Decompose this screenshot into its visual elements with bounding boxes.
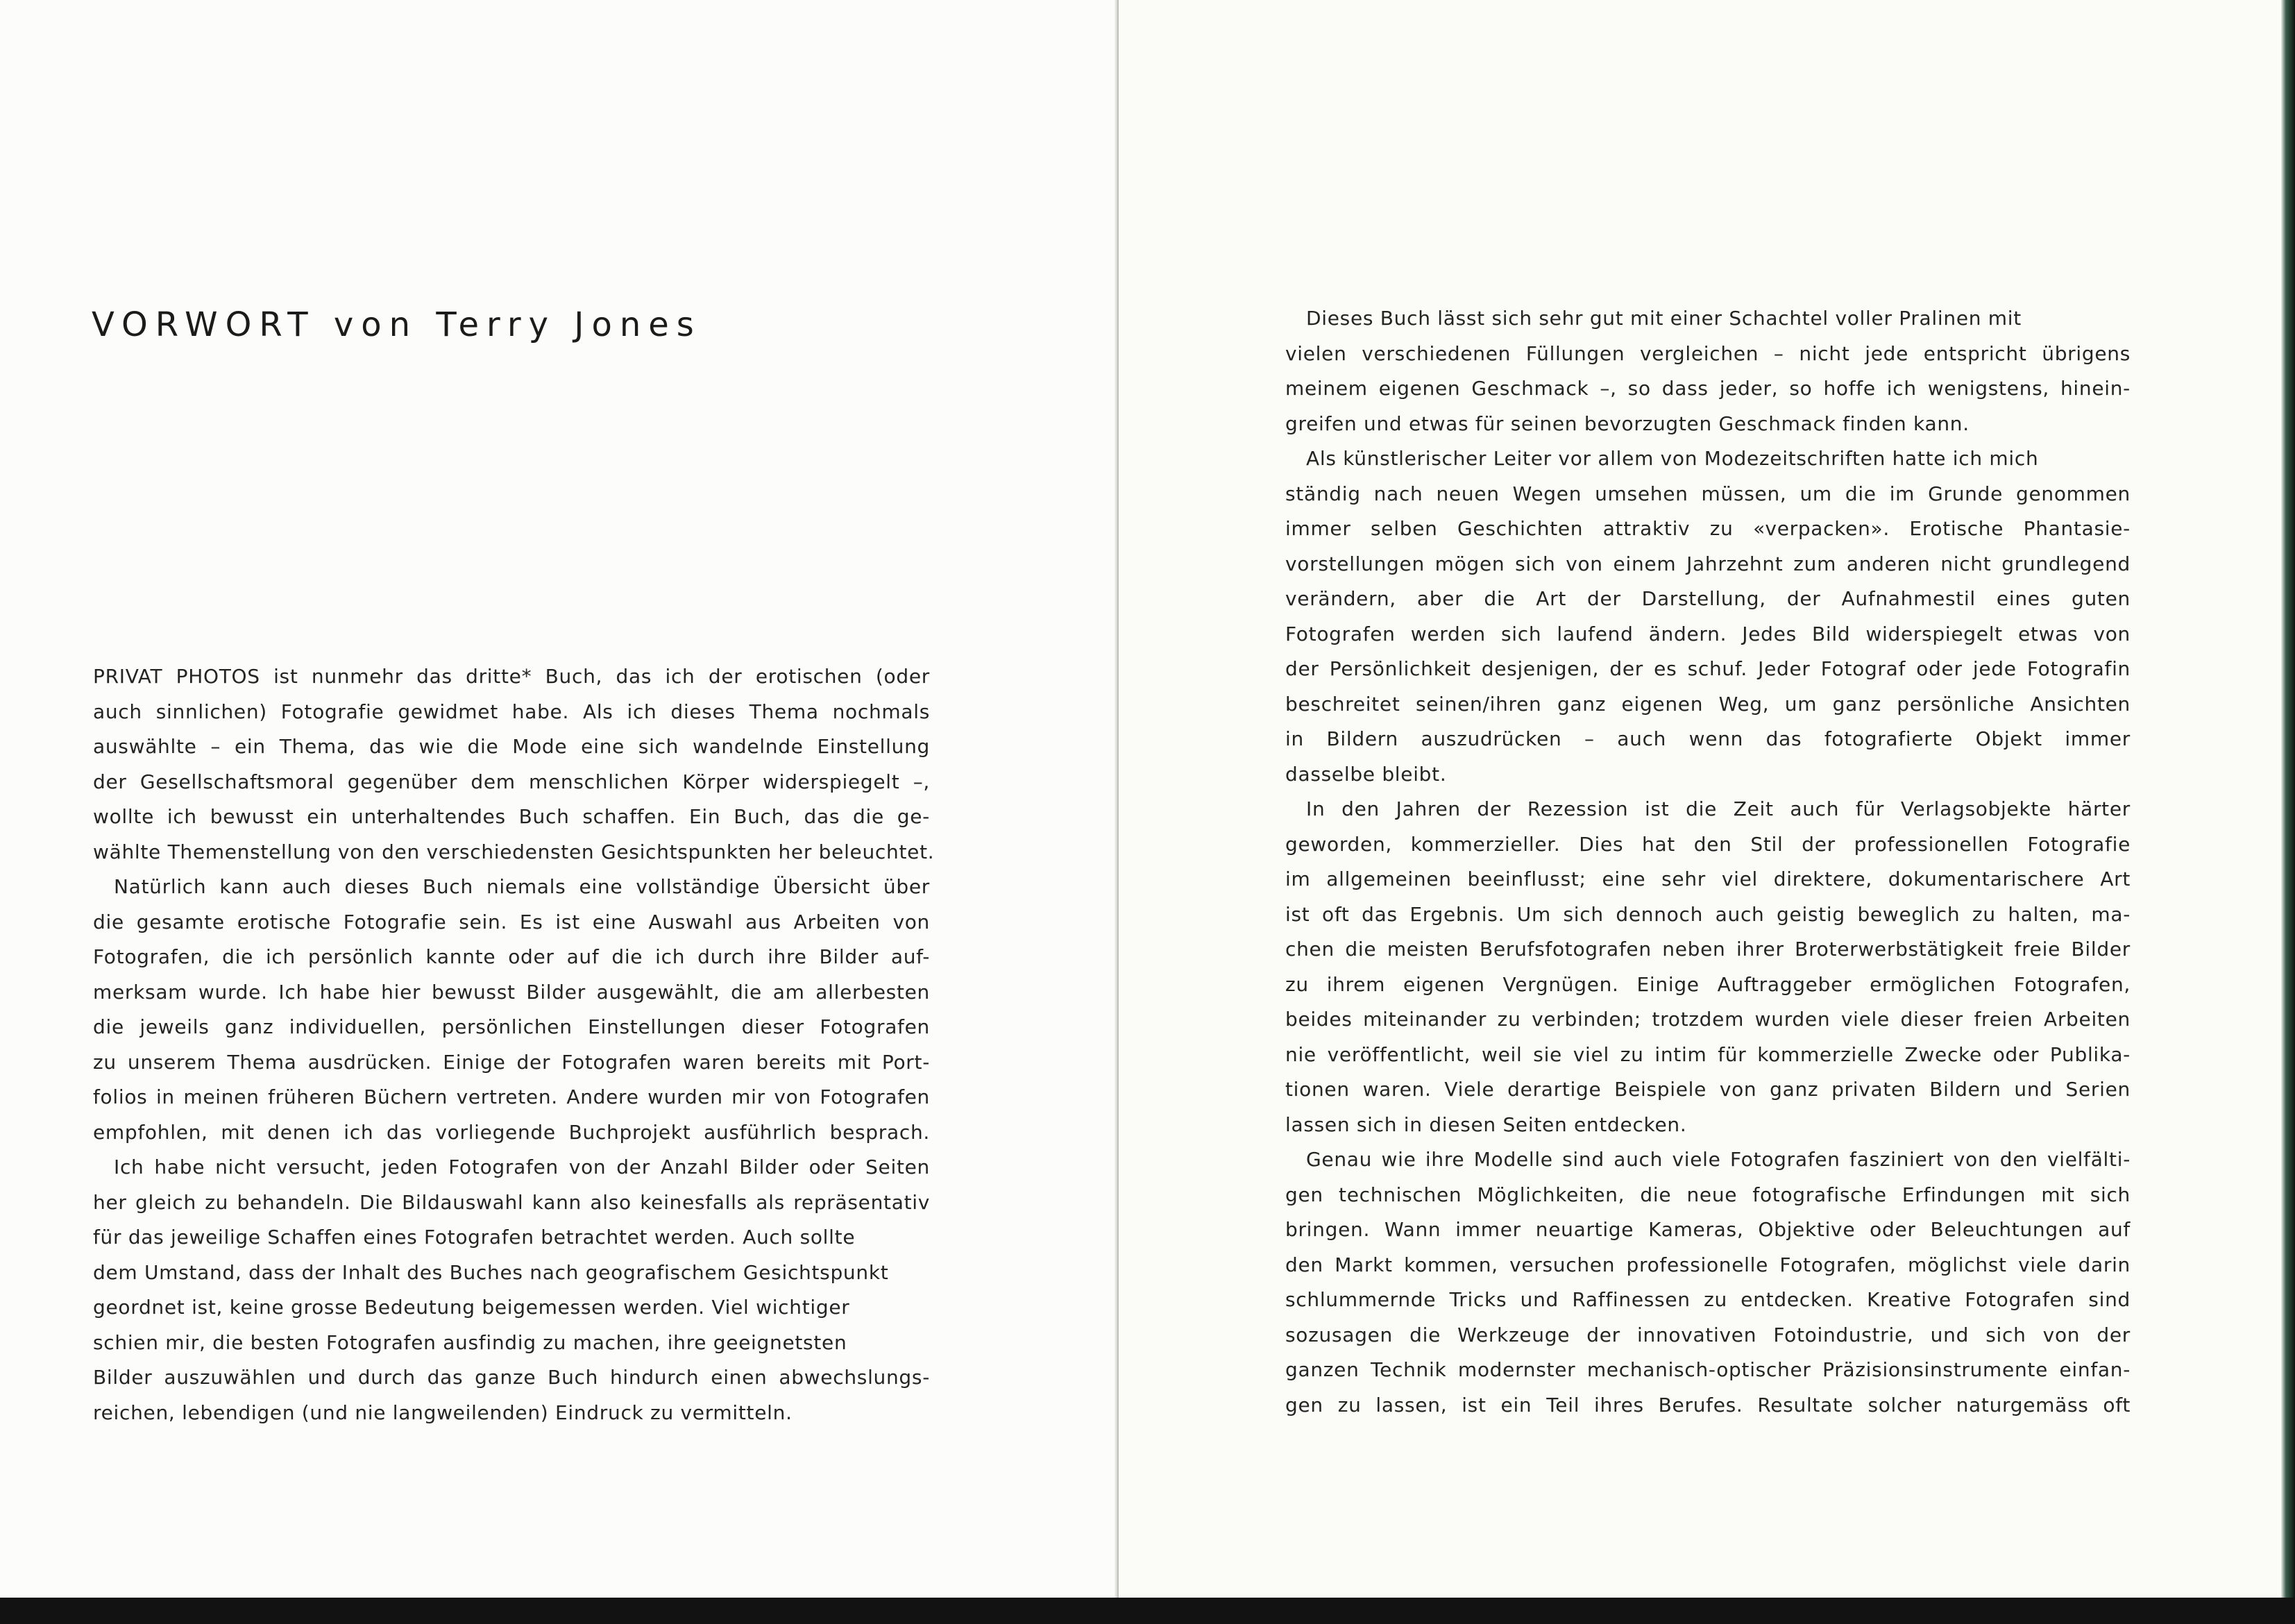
paragraph: [1285, 441, 2131, 792]
text-line: meinem eigenen Geschmack –, so dass jeder, so hoffe ich wenigstens, hinein-: [1285, 377, 2131, 400]
text-line: Bilder auszuwählen und durch das ganze Buch hindurch einen abwechslungs-: [93, 1366, 930, 1389]
text-line: den Markt kommen, versuchen professionelle Fotografen, möglichst viele darin: [1285, 1253, 2131, 1276]
text-line: gen zu lassen, ist ein Teil ihres Berufes. Resultate solcher naturgemäss oft: [1285, 1393, 2131, 1416]
text-line: wollte ich bewusst ein unterhaltendes Buch schaffen. Ein Buch, das die ge-: [93, 805, 930, 828]
text-line: vielen verschiedenen Füllungen vergleichen – nicht jede entspricht übrigens: [1285, 341, 2131, 365]
right-page: [1119, 0, 2281, 1598]
text-line: merksam wurde. Ich habe hier bewusst Bilder ausgewählt, die am allerbesten: [93, 980, 930, 1004]
paragraph: [1285, 301, 2131, 441]
text-line: empfohlen, mit denen ich das vorliegende Buchprojekt ausführlich besprach.: [93, 1120, 930, 1144]
text-line: chen die meisten Berufsfotografen neben ihrer Broterwerbstätigkeit freie Bilder: [1285, 938, 2131, 961]
foreword-heading: VORWORT von Terry Jones: [92, 305, 702, 344]
scan-bottom-border: [0, 1598, 2295, 1624]
text-line: her gleich zu behandeln. Die Bildauswahl kann also keinesfalls als repräsentativ: [93, 1190, 930, 1214]
paragraph: [1285, 792, 2131, 1142]
text-line: Fotografen, die ich persönlich kannte oder auf die ich durch ihre Bilder auf-: [93, 945, 930, 968]
text-line: gen technischen Möglichkeiten, die neue fotografische Erfindungen mit sich: [1285, 1183, 2131, 1206]
right-page-body: [1285, 301, 2131, 1423]
text-line: Ich habe nicht versucht, jeden Fotografen von der Anzahl Bilder oder Seiten: [114, 1156, 930, 1178]
text-line: ständig nach neuen Wegen umsehen müssen, um die im Grunde genommen: [1285, 482, 2131, 505]
left-page: [0, 0, 1117, 1598]
text-line: ist oft das Ergebnis. Um sich dennoch auch geistig beweglich zu halten, ma-: [1285, 902, 2131, 926]
text-line: der Persönlichkeit desjenigen, der es schuf. Jeder Fotograf oder jede Fotografin: [1285, 657, 2131, 680]
text-line: auch sinnlichen) Fotografie gewidmet habe. Als ich dieses Thema nochmals: [93, 700, 930, 723]
text-line: Fotografen werden sich laufend ändern. Jedes Bild widerspiegelt etwas von: [1285, 622, 2131, 645]
text-line: tionen waren. Viele derartige Beispiele von ganz privaten Bildern und Serien: [1285, 1078, 2131, 1101]
text-line: nie veröffentlicht, weil sie viel zu intim für kommerzielle Zwecke oder Publika-: [1285, 1042, 2131, 1066]
text-line: reichen, lebendigen (und nie langweilenden) Eindruck zu vermitteln.: [93, 1401, 793, 1424]
text-line: zu unserem Thema ausdrücken. Einige der Fotografen waren bereits mit Port-: [93, 1050, 930, 1074]
text-line: bringen. Wann immer neuartige Kameras, Objektive oder Beleuchtungen auf: [1285, 1218, 2131, 1241]
text-line: die gesamte erotische Fotografie sein. Es ist eine Auswahl aus Arbeiten von: [93, 910, 930, 933]
text-line: immer selben Geschichten attraktiv zu «verpacken». Erotische Phantasie-: [1285, 517, 2131, 540]
text-line: dem Umstand, dass der Inhalt des Buches nach geografischem Gesichtspunkt: [93, 1260, 889, 1284]
text-line: lassen sich in diesen Seiten entdecken.: [1285, 1113, 1687, 1136]
text-line: geworden, kommerzieller. Dies hat den Stil der professionellen Fotografie: [1285, 832, 2131, 856]
text-line: geordnet ist, keine grosse Bedeutung beigemessen werden. Viel wichtiger: [93, 1296, 850, 1319]
text-line: in Bildern auszudrücken – auch wenn das fotografierte Objekt immer: [1285, 727, 2131, 750]
text-line: beschreitet seinen/ihren ganz eigenen Weg, um ganz persönliche Ansichten: [1285, 692, 2131, 716]
paragraph: [93, 659, 935, 870]
text-line: schien mir, die besten Fotografen ausfindig zu machen, ihre geeignetsten: [93, 1330, 847, 1354]
text-line: die jeweils ganz individuellen, persönlichen Einstellungen dieser Fotografen: [93, 1015, 930, 1038]
text-line: Als künstlerischer Leiter vor allem von Modezeitschriften hatte ich mich: [1306, 447, 2039, 470]
text-line: dasselbe bleibt.: [1285, 762, 1447, 786]
text-line: zu ihrem eigenen Vergnügen. Einige Auftraggeber ermöglichen Fotografen,: [1285, 972, 2131, 996]
text-line: Natürlich kann auch dieses Buch niemals eine vollständige Übersicht über: [114, 875, 930, 898]
text-line: sozusagen die Werkzeuge der innovativen Fotoindustrie, und sich von der: [1285, 1323, 2131, 1346]
text-line: Genau wie ihre Modelle sind auch viele Fotografen fasziniert von den vielfälti-: [1306, 1148, 2131, 1171]
text-line: PRIVAT PHOTOS ist nunmehr das dritte* Buch, das ich der erotischen (oder: [93, 665, 930, 688]
paragraph: [1285, 1142, 2131, 1423]
text-line: der Gesellschaftsmoral gegenüber dem menschlichen Körper widerspiegelt –,: [93, 770, 930, 793]
text-line: Dieses Buch lässt sich sehr gut mit einer Schachtel voller Pralinen mit: [1306, 307, 2022, 330]
book-edge: [2281, 0, 2295, 1598]
paragraph: [93, 870, 930, 1150]
paragraph: [93, 1150, 930, 1430]
text-line: folios in meinen früheren Büchern vertreten. Andere wurden mir von Fotografen: [93, 1085, 930, 1108]
text-line: wählte Themenstellung von den verschiedensten Gesichtspunkten her beleuchtet.: [93, 840, 935, 863]
text-line: verändern, aber die Art der Darstellung, der Aufnahmestil eines guten: [1285, 587, 2131, 610]
left-page-body: [93, 659, 935, 1430]
text-line: ganzen Technik modernster mechanisch-optischer Präzisionsinstrumente einfan-: [1285, 1358, 2131, 1381]
text-line: für das jeweilige Schaffen eines Fotografen betrachtet werden. Auch sollte: [93, 1226, 856, 1249]
text-line: auswählte – ein Thema, das wie die Mode eine sich wandelnde Einstellung: [93, 735, 930, 758]
text-line: In den Jahren der Rezession ist die Zeit auch für Verlagsobjekte härter: [1306, 797, 2131, 820]
text-line: im allgemeinen beeinflusst; eine sehr viel direktere, dokumentarischere Art: [1285, 868, 2131, 890]
text-line: beides miteinander zu verbinden; trotzdem wurden viele dieser freien Arbeiten: [1285, 1008, 2131, 1031]
text-line: vorstellungen mögen sich von einem Jahrzehnt zum anderen nicht grundlegend: [1285, 552, 2131, 575]
text-line: greifen und etwas für seinen bevorzugten Geschmack finden kann.: [1285, 412, 1970, 435]
text-line: schlummernde Tricks und Raffinessen zu entdecken. Kreative Fotografen sind: [1285, 1288, 2131, 1311]
